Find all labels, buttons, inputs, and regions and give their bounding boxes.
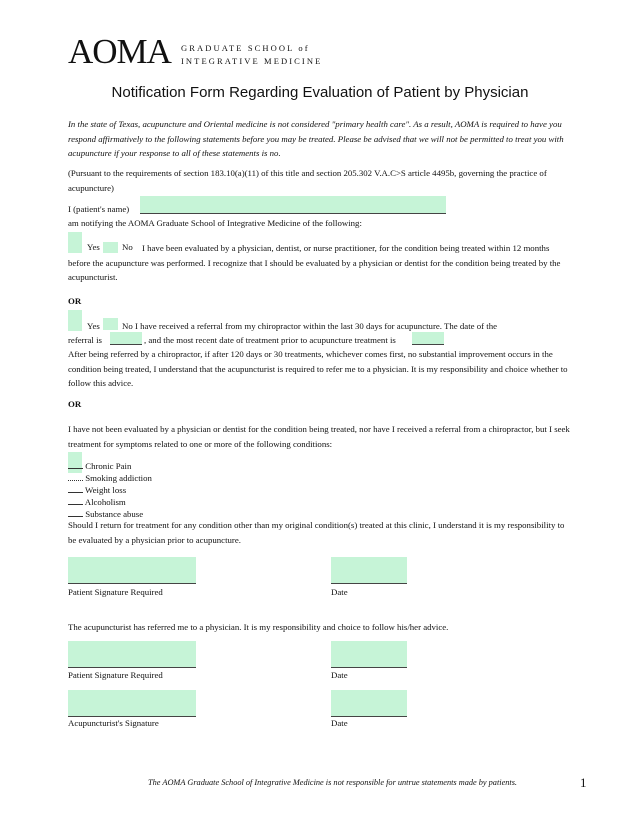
patient-signature-label-1: Patient Signature Required: [68, 587, 163, 597]
option2-text-c: After being referred by a chiropractor, if after 120 days or 30 treatments, whichever comes first, no substantial improvement occurs in the condition being treated, I understand that the acupuncturist is required to refer me to a physician. It is my responsibility and choice whether to follow this advice.: [68, 349, 568, 388]
acupuncturist-signature-label: Acupuncturist's Signature: [68, 718, 159, 728]
option3-text: I have not been evaluated by a physician or dentist for the condition being treated, nor have I received a referral from a chiropractor, but I seek treatment for symptoms related to one or more of the following conditions:: [68, 424, 570, 449]
condition-item: Alcoholism: [68, 495, 152, 507]
condition-item: Smoking addiction: [68, 471, 152, 483]
option1-yes-label: Yes: [87, 242, 100, 252]
footer-disclaimer: The AOMA Graduate School of Integrative Medicine is not responsible for untrue statements made by patients.: [148, 778, 518, 787]
patient-signature-field-1[interactable]: [68, 557, 196, 584]
patient-name-field[interactable]: [140, 196, 446, 214]
option1-text: I have been evaluated by a physician, dentist, or nurse practitioner, for the condition being treated within 12 months before the acupuncture was performed. I recognize that I should be evaluated by a physician or dentist for the condition being treated by the acupuncturist.: [68, 243, 561, 282]
pursuant-paragraph: (Pursuant to the requirements of section 183.10(a)(11) of this title and section 205.302 V.A.C>S article 4495b, governing the practice of acupuncture): [68, 168, 547, 193]
date-label-1: Date: [331, 587, 348, 597]
option2-recent-label: , and the most recent date of treatment prior to acupuncture treatment is: [144, 335, 396, 345]
patient-name-label: I (patient's name): [68, 204, 130, 214]
conditions-list: [68, 459, 152, 519]
page-title: Notification Form Regarding Evaluation of Patient by Physician: [111, 84, 529, 101]
option1-no-label: No: [122, 242, 133, 252]
option2-yes-label: Yes: [87, 321, 100, 331]
date-field-2[interactable]: [331, 641, 407, 668]
date-field-1[interactable]: [331, 557, 407, 584]
referral-date-field[interactable]: [110, 332, 142, 345]
referral-note: The acupuncturist has referred me to a physician. It is my responsibility and choice to follow his/her advice.: [68, 622, 449, 632]
patient-signature-label-2: Patient Signature Required: [68, 670, 163, 680]
notifying-text: am notifying the AOMA Graduate School of Integrative Medicine of the following:: [68, 218, 362, 228]
return-note: Should I return for treatment for any condition other than my original condition(s) treated at this clinic, I understand it is my responsibility to be evaluated by a physician prior to acupuncture.: [68, 520, 565, 545]
option2-yes-checkbox[interactable]: [68, 310, 82, 331]
date-field-3[interactable]: [331, 690, 407, 717]
recent-treatment-date-field[interactable]: [412, 332, 444, 345]
condition-item: Chronic Pain: [68, 459, 152, 471]
or-separator-1: OR: [68, 296, 82, 306]
date-label-2: Date: [331, 670, 348, 680]
page-number: 1: [580, 775, 587, 790]
acupuncturist-signature-field[interactable]: [68, 690, 196, 717]
intro-paragraph: In the state of Texas, acupuncture and Oriental medicine is not considered "primary health care". As a result, AOMA is required to have you respond affirmatively to the following statements before you may be treated. Please be advised that we will not be permitted to treat you with acupuncture if your response to all of these statements is no.: [68, 119, 564, 158]
logo-line-1: GRADUATE SCHOOL of: [181, 43, 310, 53]
patient-signature-field-2[interactable]: [68, 641, 196, 668]
condition-item: Substance abuse: [68, 507, 152, 519]
date-label-3: Date: [331, 718, 348, 728]
condition-item: Weight loss: [68, 483, 152, 495]
logo-mark: AOMA: [68, 32, 171, 71]
option2-referral-label: referral is: [68, 335, 102, 345]
logo-line-2: INTEGRATIVE MEDICINE: [181, 56, 323, 66]
option2-text-a: No I have received a referral from my chiropractor within the last 30 days for acupuncture. The date of the: [122, 321, 498, 331]
option2-no-checkbox[interactable]: [103, 318, 118, 330]
or-separator-2: OR: [68, 399, 82, 409]
